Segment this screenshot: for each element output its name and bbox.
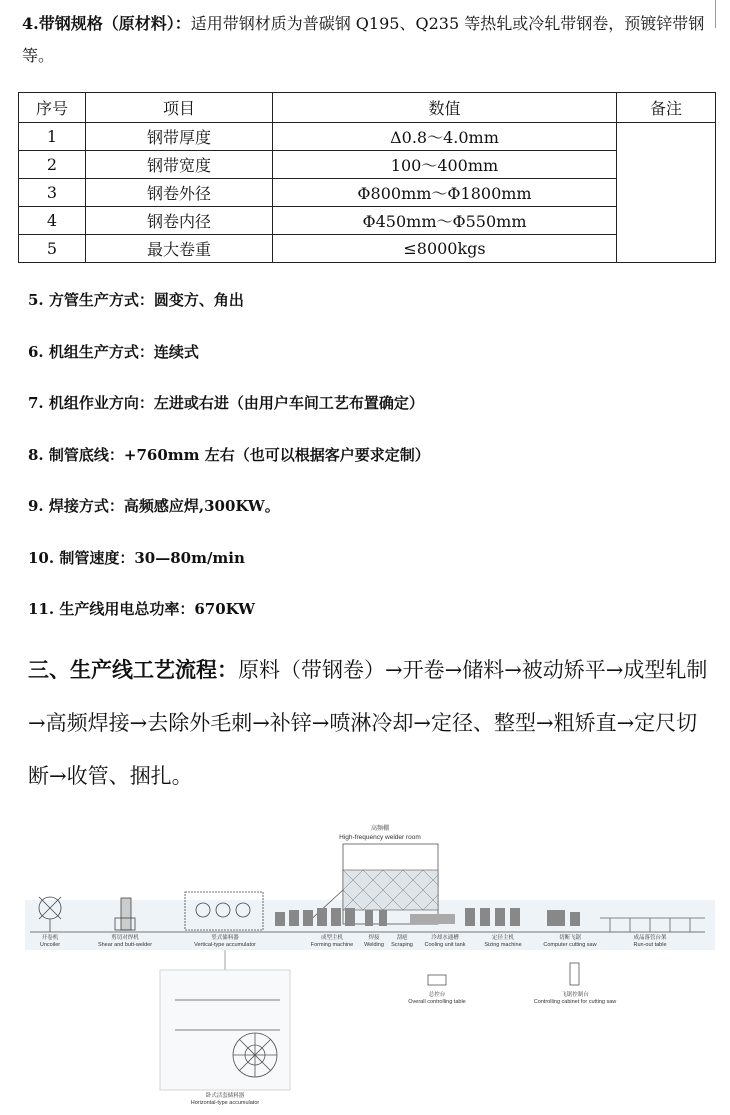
overall-console-icon — [428, 975, 446, 985]
page-edge-line — [715, 0, 716, 28]
cell-item: 最大卷重 — [86, 235, 273, 263]
label-cooling-en: Cooling unit tank — [424, 942, 466, 948]
cell-index: 3 — [19, 179, 86, 207]
label-uncoiler-cn: 开卷机 — [41, 935, 59, 941]
label-forming-en: Forming machine — [310, 942, 354, 948]
table-row — [19, 235, 716, 263]
cell-value: ≤8000kgs — [273, 235, 617, 263]
label-scraping-cn: 刮疤 — [396, 935, 408, 941]
hf-room-label-cn: 高频棚 — [370, 826, 390, 832]
cell-value: Φ800mm～Φ1800mm — [273, 179, 617, 207]
cell-index: 2 — [19, 151, 86, 179]
cell-index: 1 — [19, 123, 86, 151]
cell-value: Δ0.8～4.0mm — [273, 123, 617, 151]
process-flow-text: 原料（带钢卷）→开卷→储料→被动矫平→成型轧制→高频焊接→去除外毛刺→补锌→喷淋冷却→定径、整型→粗矫直→定尺切断→收管、捆扎。 — [28, 658, 708, 788]
saw-cabinet-label-en: Controlling cabinet for cutting saw — [533, 999, 617, 1005]
cutting-saw-icon — [547, 910, 580, 926]
process-flow-title: 三、生产线工艺流程： — [28, 657, 238, 682]
list-item: 6. 机组生产方式：连续式 — [28, 342, 199, 361]
list-item: 8. 制管底线：+760mm 左右（也可以根据客户要求定制） — [28, 445, 430, 464]
label-scraping-en: Scraping — [391, 942, 413, 948]
label-forming-cn: 成型主机 — [320, 935, 344, 941]
table-row — [19, 179, 716, 207]
header-remark: 备注 — [617, 93, 716, 123]
table-row — [19, 207, 716, 235]
label-welding-cn: 焊接 — [368, 935, 380, 941]
hf-room-label-en: High-frequency welder room — [339, 834, 421, 841]
saw-cabinet-label-cn: 飞锯控制台 — [561, 992, 589, 998]
list-item: 10. 制管速度：30—80m/min — [28, 548, 245, 567]
label-sizing-cn: 定径主机 — [491, 935, 515, 941]
header-value: 数值 — [273, 93, 617, 123]
list-item: 7. 机组作业方向：左进或右进（由用户车间工艺布置确定） — [28, 394, 424, 412]
strip-spec-heading-bold: 4.带钢规格（原材料）： — [22, 14, 191, 33]
table-row — [19, 151, 716, 179]
label-shear-en: Shear and butt-welder — [97, 942, 153, 948]
list-item: 11. 生产线用电总功率：670KW — [28, 600, 255, 618]
strip-spec-table — [18, 92, 716, 263]
header-item: 项目 — [86, 93, 273, 123]
strip-spec-heading-text: 适用带钢材质为普碳钢 Q195、Q235 等热轧或冷轧带钢卷，预镀锌带钢等。 — [22, 14, 705, 65]
saw-cabinet-icon — [570, 963, 579, 985]
cell-item: 钢带厚度 — [86, 123, 273, 151]
cell-index: 5 — [19, 235, 86, 263]
cooling-tank-icon — [410, 914, 455, 924]
parameter-list — [28, 286, 430, 647]
label-vertical-acc-cn: 竖式储料器 — [211, 935, 239, 941]
production-line-diagram — [25, 820, 715, 1110]
label-shear-cn: 剪切对焊机 — [111, 935, 139, 941]
horizontal-acc-label-en: Horizontal-type accumulator — [190, 1100, 260, 1106]
label-saw-en: Computer cutting saw — [543, 942, 597, 948]
label-runout-cn: 成品落管台架 — [633, 935, 667, 941]
list-item: 9. 焊接方式：高频感应焊,300KW。 — [28, 497, 280, 515]
label-runout-en: Run-out table — [633, 942, 667, 948]
cell-item: 钢卷内径 — [86, 207, 273, 235]
process-flow-paragraph — [28, 643, 718, 803]
label-sizing-en: Sizing machine — [484, 942, 522, 948]
overall-console-label-cn: 总控台 — [428, 992, 446, 998]
cell-item: 钢带宽度 — [86, 151, 273, 179]
label-welding-en: Welding — [364, 942, 384, 948]
header-index: 序号 — [19, 93, 86, 123]
cell-index: 4 — [19, 207, 86, 235]
cell-value: 100～400mm — [273, 151, 617, 179]
table-header-row — [19, 93, 716, 123]
table-row — [19, 123, 716, 151]
cell-value: Φ450mm～Φ550mm — [273, 207, 617, 235]
cell-item: 钢卷外径 — [86, 179, 273, 207]
horizontal-acc-label-cn: 卧式活套储料器 — [205, 1093, 245, 1099]
label-uncoiler-en: Uncoiler — [39, 942, 61, 948]
overall-console-label-en: Overall controlling table — [408, 999, 466, 1005]
cell-remark — [617, 123, 716, 263]
label-vertical-acc-en: Vertical-type accumulator — [194, 942, 256, 948]
label-saw-cn: 切断飞锯 — [558, 935, 582, 941]
strip-spec-heading — [22, 8, 712, 72]
label-cooling-cn: 冷却水通槽 — [431, 935, 459, 941]
list-item: 5. 方管生产方式：圆变方、角出 — [28, 291, 244, 309]
